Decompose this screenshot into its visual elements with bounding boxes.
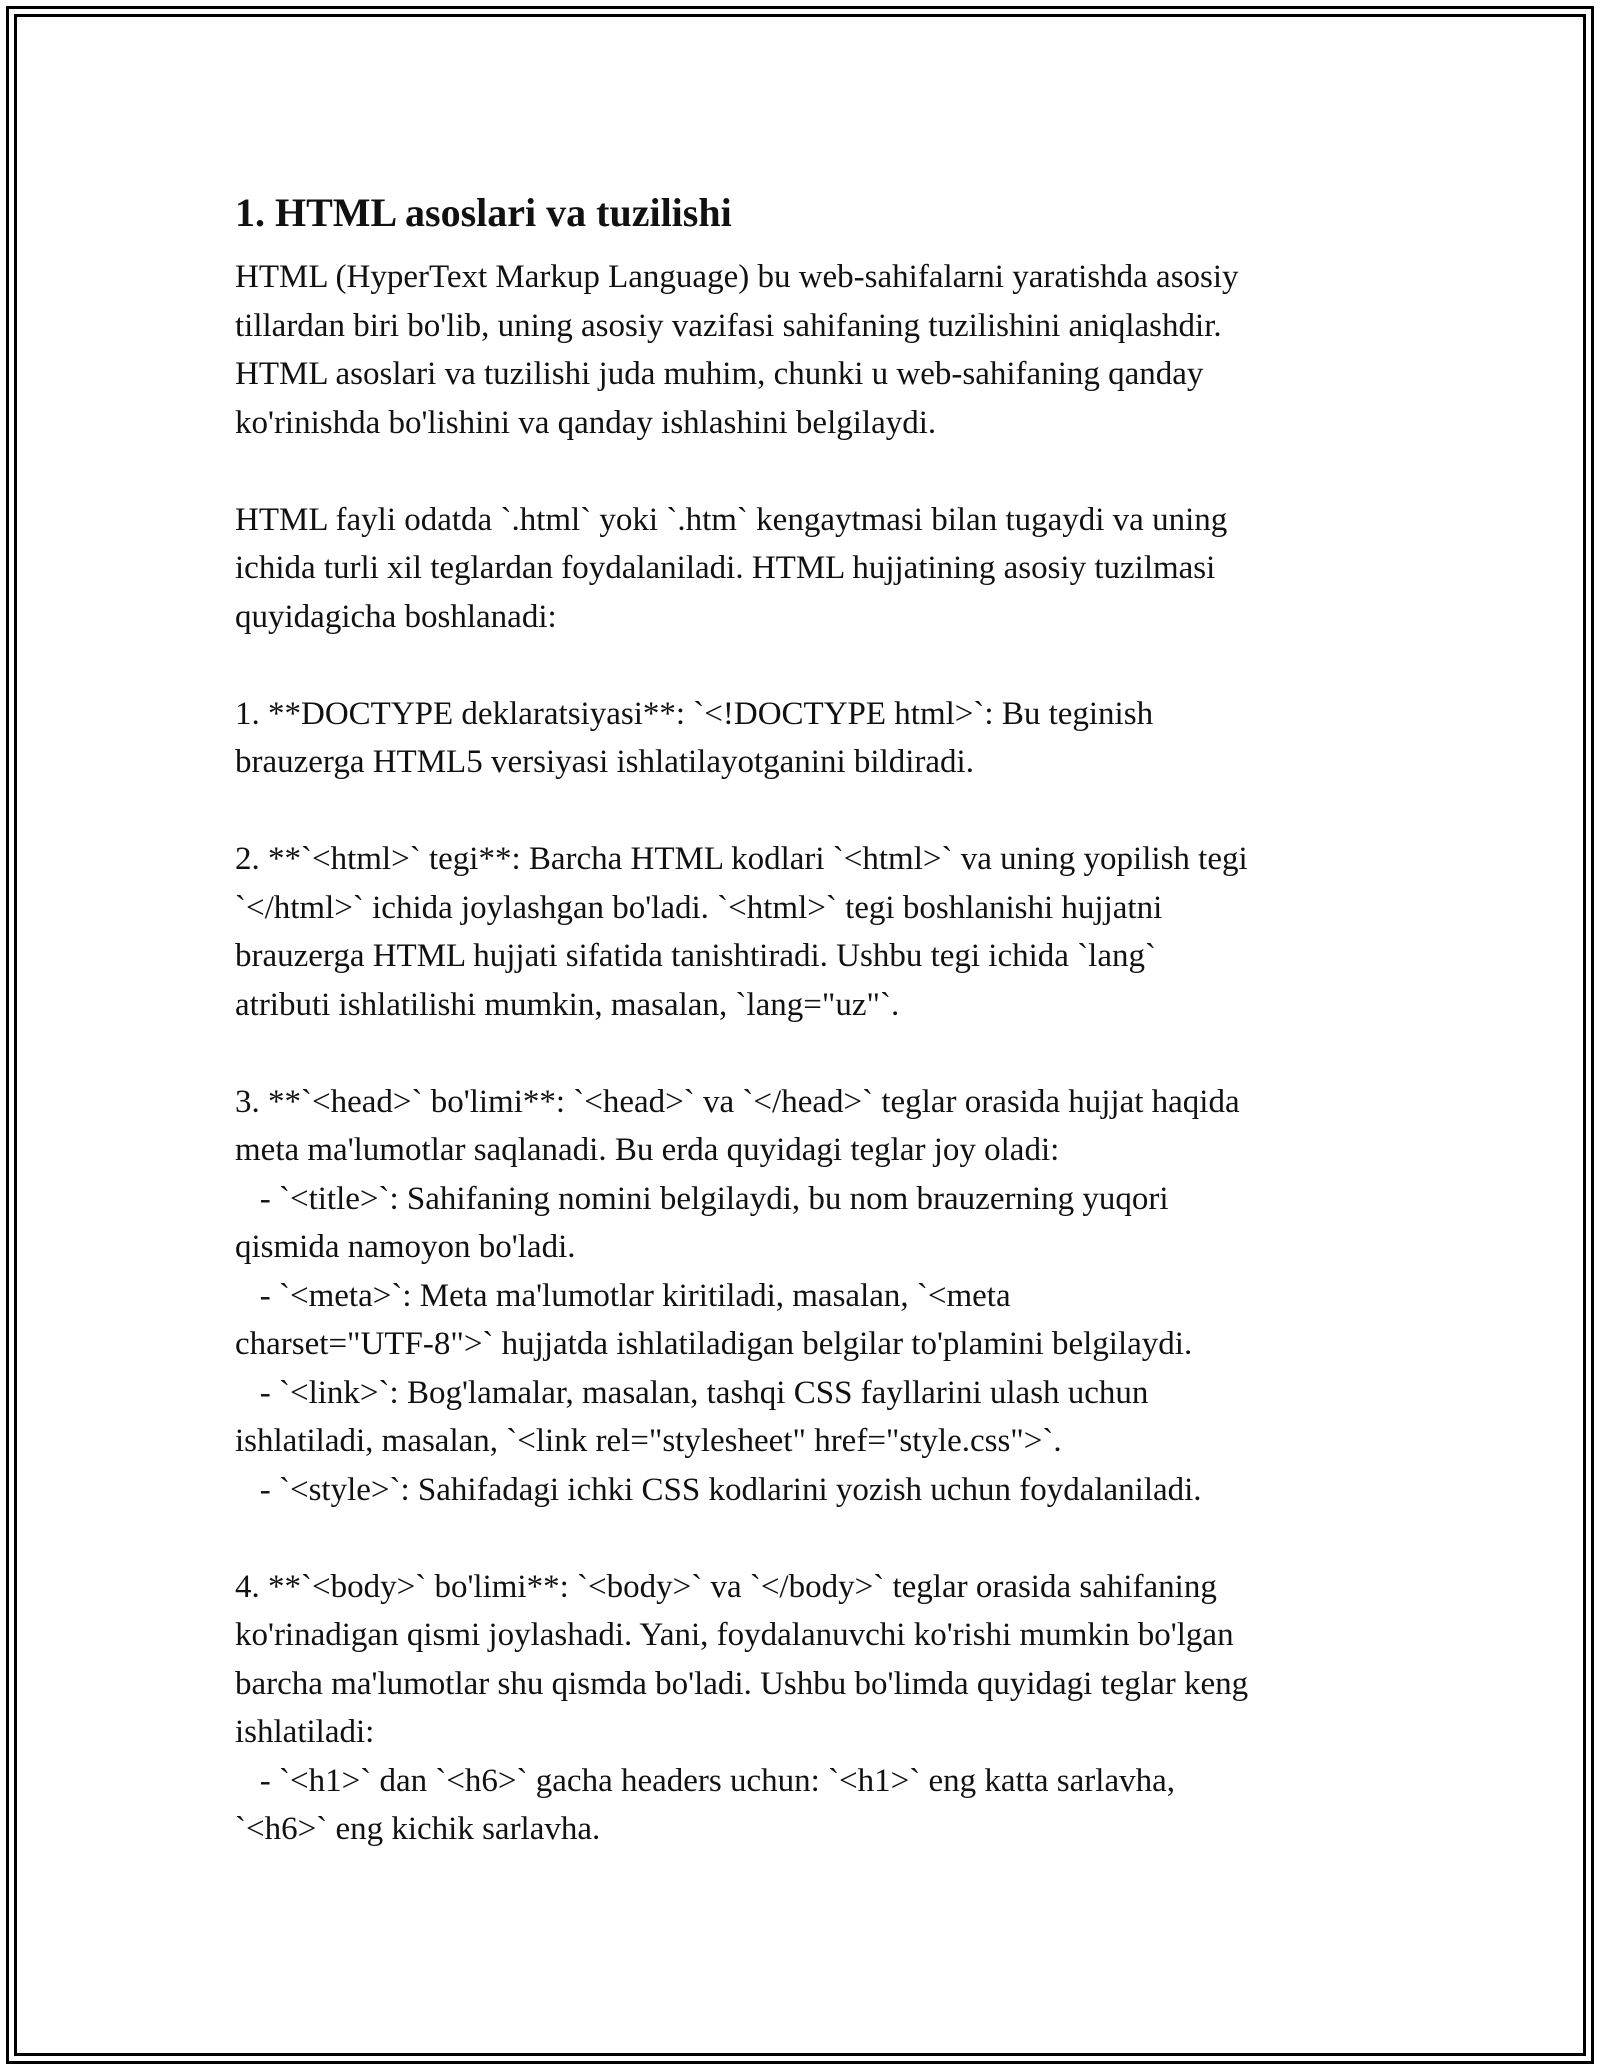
paragraph-body-section — [235, 1563, 1380, 1854]
text-line: brauzerga HTML5 versiyasi ishlatilayotganini bildiradi. — [235, 744, 974, 780]
text-line: ko'rinishda bo'lishini va qanday ishlashini belgilaydi. — [235, 404, 937, 441]
text-line: atributi ishlatilishi mumkin, masalan, `lang="uz"`. — [235, 986, 900, 1023]
paragraph-intro — [235, 253, 1380, 447]
paragraph-html-tag — [235, 835, 1380, 1029]
text-line: meta ma'lumotlar saqlanadi. Bu erda quyidagi teglar joy oladi: — [235, 1132, 1060, 1168]
text-line: 4. **`<body>` bo'limi**: `<body>` va `</body>` teglar orasida sahifaning — [235, 1568, 1217, 1605]
text-line: ko'rinadigan qismi joylashadi. Yani, foydalanuvchi ko'rishi mumkin bo'lgan — [235, 1617, 1234, 1653]
text-line: - `<link>`: Bog'lamalar, masalan, tashqi CSS fayllarini ulash uchun — [235, 1374, 1149, 1411]
paragraph-doctype — [235, 690, 1380, 787]
text-line: - `<h1>` dan `<h6>` gacha headers uchun: `<h1>` eng katta sarlavha, — [235, 1762, 1175, 1799]
text-line: `</html>` ichida joylashgan bo'ladi. `<html>` tegi boshlanishi hujjatni — [235, 889, 1163, 926]
text-line: 3. **`<head>` bo'limi**: `<head>` va `</head>` teglar orasida hujjat haqida — [235, 1083, 1240, 1120]
text-line: `<h6>` eng kichik sarlavha. — [235, 1811, 601, 1847]
text-line: 2. **`<html>` tegi**: Barcha HTML kodlari `<html>` va uning yopilish tegi — [235, 841, 1248, 877]
text-line: 1. **DOCTYPE deklaratsiyasi**: `<!DOCTYPE html>`: Bu teginish — [235, 695, 1154, 732]
text-line: brauzerga HTML hujjati sifatida tanishtiradi. Ushbu tegi ichida `lang` — [235, 938, 1156, 974]
text-line: quyidagicha boshlanadi: — [235, 598, 557, 635]
document-body — [235, 185, 1380, 1902]
text-line: - `<title>`: Sahifaning nomini belgilaydi, bu nom brauzerning yuqori — [235, 1180, 1169, 1217]
text-line: - `<style>`: Sahifadagi ichki CSS kodlarini yozish uchun foydalaniladi. — [235, 1471, 1202, 1508]
text-line: ishlatiladi, masalan, `<link rel="stylesheet" href="style.css">`. — [235, 1423, 1062, 1459]
text-line: ishlatiladi: — [235, 1714, 375, 1750]
text-line: HTML asoslari va tuzilishi juda muhim, chunki u web-sahifaning qanday — [235, 356, 1204, 392]
text-line: - `<meta>`: Meta ma'lumotlar kiritiladi, masalan, `<meta — [235, 1277, 1011, 1314]
text-line: ichida turli xil teglardan foydalaniladi. HTML hujjatining asosiy tuzilmasi — [235, 550, 1216, 586]
text-line: barcha ma'lumotlar shu qismda bo'ladi. Ushbu bo'limda quyidagi teglar keng — [235, 1665, 1249, 1702]
paragraph-head-section — [235, 1078, 1380, 1515]
text-line: tillardan biri bo'lib, uning asosiy vazifasi sahifaning tuzilishini aniqlashdir. — [235, 307, 1222, 344]
section-heading: 1. HTML asoslari va tuzilishi — [235, 190, 732, 235]
text-line: qismida namoyon bo'ladi. — [235, 1229, 576, 1265]
text-line: HTML fayli odatda `.html` yoki `.htm` kengaytmasi bilan tugaydi va uning — [235, 501, 1228, 538]
text-line: HTML (HyperText Markup Language) bu web-sahifalarni yaratishda asosiy — [235, 259, 1239, 295]
paragraph-file-structure — [235, 496, 1380, 642]
text-line: charset="UTF-8">` hujjatda ishlatiladigan belgilar to'plamini belgilaydi. — [235, 1326, 1193, 1362]
